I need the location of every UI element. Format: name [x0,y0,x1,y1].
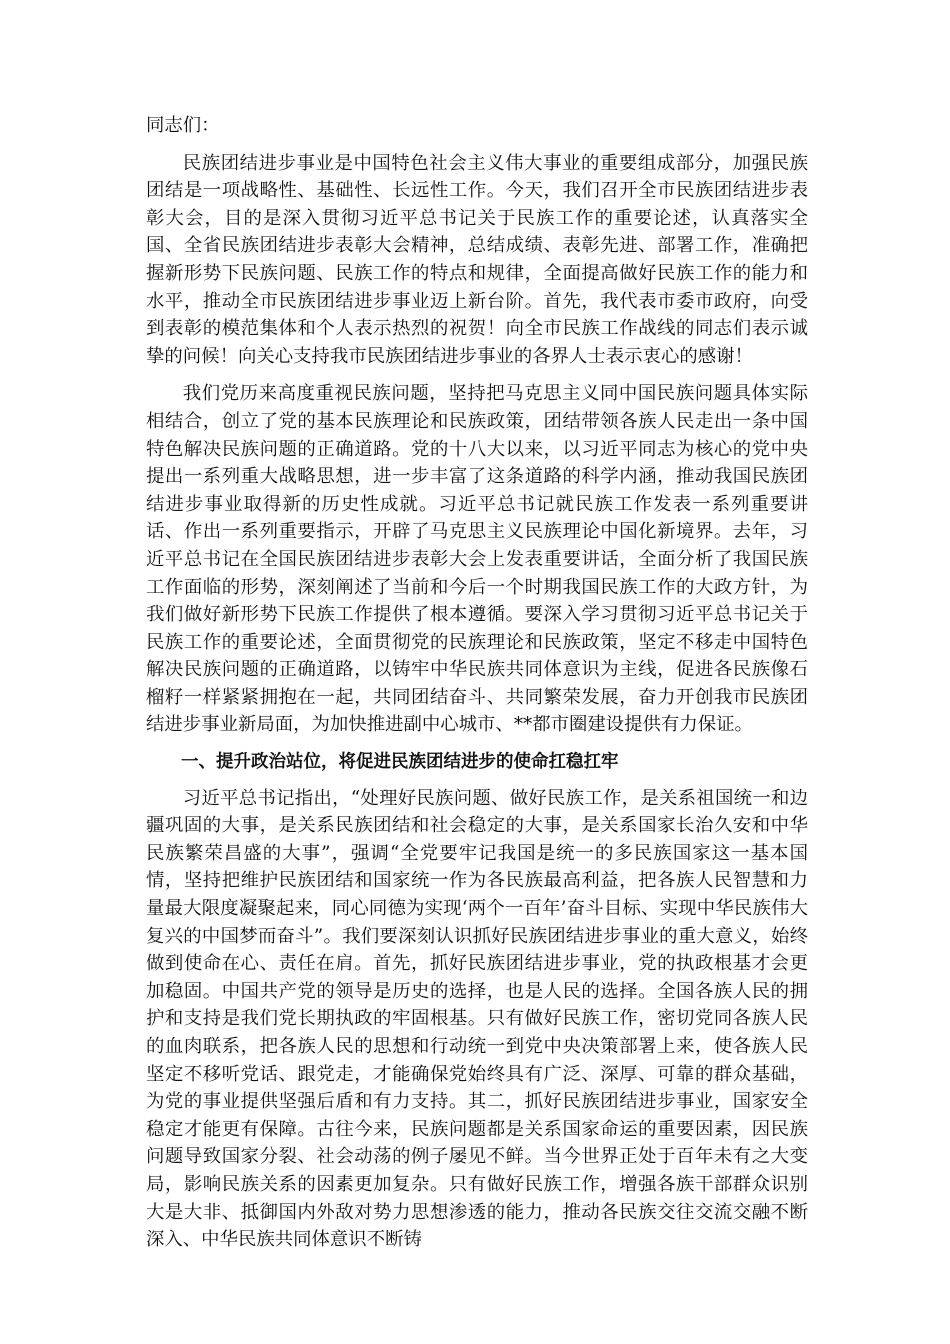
document-page [146,112,808,1264]
salutation: 同志们： [146,115,220,136]
body-paragraph: 习近平总书记指出，“处理好民族问题、做好民族工作，是关系祖国统一和边疆巩固的大事，是关系民族团结和社会稳定的大事，是关系国家长治久安和中华民族繁荣昌盛的大事”，强调“全党要牢记我国是统一的多民族国家这一基本国情，坚持把维护民族团结和国家统一作为各民族最高利益，把各族人民智慧和力量最大限度凝聚起来，同心同德为实现‘两个一百年’奋斗目标、实现中华民族伟大复兴的中国梦而奋斗”。我们要深刻认识抓好民族团结进步事业的重大意义，始终做到使命在心、责任在肩。首先，抓好民族团结进步事业，党的执政根基才会更加稳固。中国共产党的领导是历史的选择，也是人民的选择。全国各族人民的拥护和支持是我们党长期执政的牢固根基。只有做好民族工作，密切党同各族人民的血肉联系，把各族人民的思想和行动统一到党中央决策部署上来，使各族人民坚定不移听党话、跟党走，才能确保党始终具有广泛、深厚、可靠的群众基础，为党的事业提供坚强后盾和有力支持。其二，抓好民族团结进步事业，国家安全稳定才能更有保障。古往今来，民族问题都是关系国家命运的重要因素，因民族问题导致国家分裂、社会动荡的例子屡见不鲜。当今世界正处于百年未有之大变局，影响民族关系的因素更加复杂。只有做好民族工作，增强各族干部群众识别大是大非、抵御国内外敌对势力思想渗透的能力，推动各民族交往交流交融不断深入、中华民族共同体意识不断铸 [146,787,808,1251]
body-paragraph: 我们党历来高度重视民族问题，坚持把马克思主义同中国民族问题具体实际相结合，创立了党的基本民族理论和民族政策，团结带领各族人民走出一条中国特色解决民族问题的正确道路。党的十八大以来，以习近平同志为核心的党中央提出一系列重大战略思想，进一步丰富了这条道路的科学内涵，推动我国民族团结进步事业取得新的历史性成就。习近平总书记就民族工作发表一系列重要讲话、作出一系列重要指示，开辟了马克思主义民族理论中国化新境界。去年，习近平总书记在全国民族团结进步表彰大会上发表重要讲话，全面分析了我国民族工作面临的形势，深刻阐述了当前和今后一个时期我国民族工作的大政方针，为我们做好新形势下民族工作提供了根本遵循。要深入学习贯彻习近平总书记关于民族工作的重要论述，全面贯彻党的民族理论和民族政策，坚定不移走中国特色解决民族问题的正确道路，以铸牢中华民族共同体意识为主线，促进各民族像石榴籽一样紧紧拥抱在一起，共同团结奋斗、共同繁荣发展，奋力开创我市民族团结进步事业新局面，为加快推进副中心城市、**都市圈建设提供有力保证。 [146,383,808,736]
section-heading: 一、提升政治站位，将促进民族团结进步的使命扛稳扛牢 [181,752,619,773]
body-paragraph: 民族团结进步事业是中国特色社会主义伟大事业的重要组成部分，加强民族团结是一项战略性、基础性、长远性工作。今天，我们召开全市民族团结进步表彰大会，目的是深入贯彻习近平总书记关于民族工作的重要论述，认真落实全国、全省民族团结进步表彰大会精神，总结成绩、表彰先进、部署工作，准确把握新形势下民族问题、民族工作的特点和规律，全面提高做好民族工作的能力和水平，推动全市民族团结进步事业迈上新台阶。首先，我代表市委市政府，向受到表彰的模范集体和个人表示热烈的祝贺！向全市民族工作战线的同志们表示诚挚的问候！向关心支持我市民族团结进步事业的各界人士表示衷心的感谢！ [146,152,808,367]
